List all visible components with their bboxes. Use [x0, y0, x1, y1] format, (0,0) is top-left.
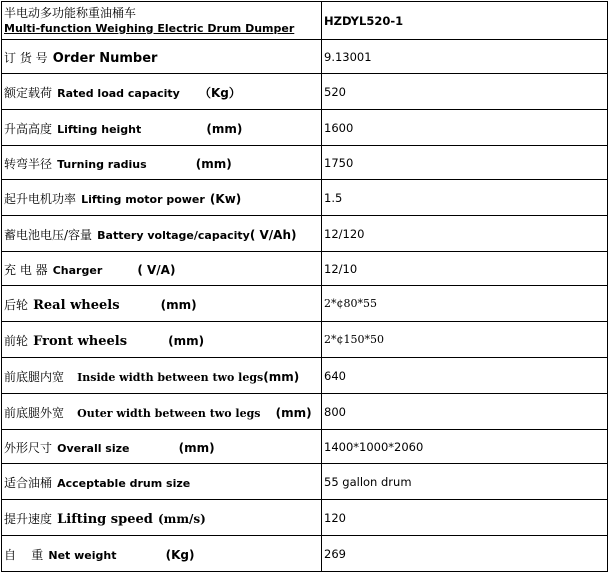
table-row — [2, 110, 608, 146]
row-label — [2, 464, 322, 500]
label-unit: (mm) — [168, 334, 205, 348]
label-unit: ( V/A) — [137, 263, 176, 277]
row-value: 1600 — [322, 110, 608, 146]
table-row — [2, 500, 608, 536]
row-value: 640 — [322, 358, 608, 394]
label-unit: （Kg） — [198, 86, 241, 100]
label-en: Real wheels — [33, 298, 120, 313]
row-value: 2*¢150*50 — [322, 322, 608, 358]
label-unit: (mm/s) — [157, 512, 206, 526]
row-label — [2, 394, 322, 430]
table-row — [2, 464, 608, 500]
table-row — [2, 536, 608, 572]
label-unit: (mm) — [178, 441, 215, 455]
label-unit: (mm) — [275, 406, 312, 420]
row-value: 55 gallon drum — [322, 464, 608, 500]
row-label — [2, 358, 322, 394]
label-zh: 适合油桶 — [4, 476, 53, 490]
label-zh: 提升速度 — [4, 512, 53, 526]
row-value: 12/10 — [322, 252, 608, 286]
label-en: Rated load capacity — [57, 87, 180, 100]
row-value: 2*¢80*55 — [322, 286, 608, 322]
row-value: 9.13001 — [322, 40, 608, 74]
product-name-cell — [2, 2, 322, 40]
table-row — [2, 216, 608, 252]
label-en: Outer width between two legs — [77, 407, 261, 420]
table-row — [2, 394, 608, 430]
label-zh: 订 货 号 — [4, 51, 48, 65]
label-zh: 蓄电池电压/容量 — [4, 228, 93, 242]
table-row — [2, 146, 608, 180]
label-zh: 升高高度 — [4, 122, 53, 136]
table-row — [2, 322, 608, 358]
label-unit: ( V/Ah) — [249, 228, 297, 242]
label-zh: 前轮 — [4, 334, 29, 348]
row-value: 120 — [322, 500, 608, 536]
table-row — [2, 180, 608, 216]
row-label — [2, 180, 322, 216]
row-label — [2, 536, 322, 572]
label-en: Overall size — [57, 442, 130, 455]
label-zh: 转弯半径 — [4, 157, 53, 171]
label-zh: 外形尺寸 — [4, 441, 53, 455]
label-en: Charger — [52, 264, 103, 277]
label-zh: 后轮 — [4, 298, 29, 312]
table-row — [2, 74, 608, 110]
row-label — [2, 430, 322, 464]
product-name-en: Multi-function Weighing Electric Drum Dumper — [4, 21, 295, 35]
row-value: 520 — [322, 74, 608, 110]
row-label — [2, 500, 322, 536]
table-row — [2, 40, 608, 74]
label-unit: (mm) — [195, 157, 232, 171]
table-row — [2, 430, 608, 464]
label-en: Acceptable drum size — [57, 477, 191, 490]
table-row — [2, 286, 608, 322]
product-name-zh: 半电动多功能称重油桶车 — [4, 5, 137, 20]
label-en: Lifting height — [57, 123, 142, 136]
label-en: Order Number — [52, 51, 158, 66]
label-en: Battery voltage/capacity — [97, 229, 250, 242]
row-value: 269 — [322, 536, 608, 572]
label-unit: (mm) — [263, 370, 300, 384]
label-en: Front wheels — [33, 334, 128, 349]
row-value: 1750 — [322, 146, 608, 180]
row-value: 1.5 — [322, 180, 608, 216]
row-label — [2, 322, 322, 358]
row-label — [2, 74, 322, 110]
label-zh: 充 电 器 — [4, 263, 48, 277]
label-unit: (Kg) — [165, 548, 195, 562]
label-zh: 前底腿外宽 — [4, 406, 65, 420]
table-header-row — [2, 2, 608, 40]
table-row — [2, 252, 608, 286]
label-unit: (Kw) — [209, 192, 242, 206]
table-row — [2, 358, 608, 394]
label-zh: 自 重 — [4, 548, 44, 562]
model-number: HZDYL520-1 — [322, 2, 608, 40]
label-unit: (mm) — [206, 122, 243, 136]
row-value: 12/120 — [322, 216, 608, 252]
label-en: Inside width between two legs — [77, 371, 264, 384]
label-zh: 额定载荷 — [4, 86, 53, 100]
row-label — [2, 40, 322, 74]
label-unit: (mm) — [160, 298, 197, 312]
row-label — [2, 146, 322, 180]
row-label — [2, 216, 322, 252]
spec-table — [1, 1, 608, 572]
row-value: 1400*1000*2060 — [322, 430, 608, 464]
label-en: Net weight — [48, 549, 117, 562]
row-label — [2, 286, 322, 322]
label-en: Lifting motor power — [81, 193, 205, 206]
label-en: Turning radius — [57, 158, 147, 171]
row-label — [2, 110, 322, 146]
row-label — [2, 252, 322, 286]
label-zh: 起升电机功率 — [4, 192, 77, 206]
label-zh: 前底腿内宽 — [4, 370, 65, 384]
label-en: Lifting speed — [57, 512, 153, 527]
row-value: 800 — [322, 394, 608, 430]
